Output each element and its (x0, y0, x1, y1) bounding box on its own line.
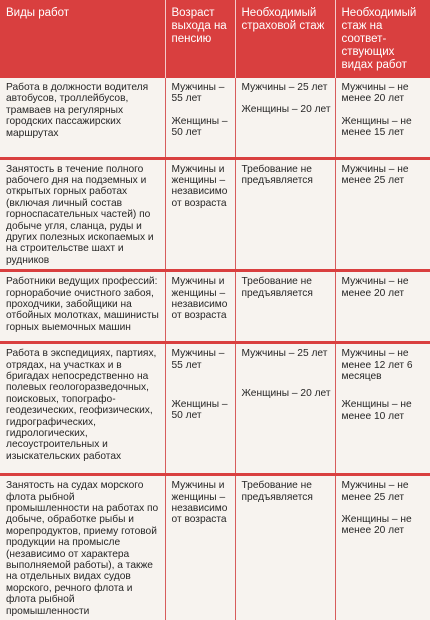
insurance-experience-cell (235, 158, 335, 271)
spacer (172, 371, 232, 399)
insurance-experience-cell (235, 78, 335, 158)
special-experience-cell (335, 343, 430, 475)
insurance-requirement-text: Требование не предъявляется (241, 276, 313, 299)
spacer (342, 382, 428, 399)
table-header (0, 0, 430, 78)
header-retirement-age: Возраст выхода на пенсию (165, 0, 235, 78)
header-insurance-experience: Необходимый страховой стаж (235, 0, 335, 78)
special-experience-cell (335, 475, 430, 620)
insurance-female-text: Женщины – 20 лет (241, 104, 331, 116)
table-row (0, 78, 430, 158)
age-female-text: Женщины – 50 лет (171, 398, 228, 422)
insurance-requirement-text: Требование не предъявляется (241, 163, 313, 186)
special-male-text: Мужчины – не менее 12 лет 6 месяцев (341, 348, 413, 382)
table-row (0, 475, 430, 620)
special-experience-cell (335, 158, 430, 271)
work-type-cell (0, 271, 165, 343)
age-both-text: Мужчины и женщины – независимо от возраста (171, 480, 228, 526)
insurance-experience-cell (235, 271, 335, 343)
table-row (0, 271, 430, 343)
spacer (342, 105, 428, 116)
special-male-text: Мужчины – не менее 25 лет (341, 480, 409, 503)
age-both-text: Мужчины и женщины – независимо от возраста (171, 276, 228, 322)
insurance-male-text: Мужчины – 25 лет (241, 348, 328, 360)
work-type-text: Работа в экспедициях, партиях, отрядах, на участках и в бригадах непосредственно на полевых геологоразведочных, поисковых, топографо-геодезических, геофизических, гидрографических, гидрологических, лесоустроительных и изыскательских работах (6, 348, 157, 462)
retirement-age-cell (165, 475, 235, 620)
insurance-experience-cell (235, 343, 335, 475)
age-male-text: Мужчины – 55 лет (171, 82, 225, 105)
retirement-age-cell (165, 271, 235, 343)
work-type-cell (0, 343, 165, 475)
insurance-male-text: Мужчины – 25 лет (241, 82, 328, 93)
work-type-text: Занятость в течение полного рабочего дня на подземных и открытых горных работах (включая личный состав горноспасательных частей) по добыче угля, сланца, руды и других полезных ископаемых и на строительстве шахт и рудников (6, 163, 154, 266)
special-experience-cell (335, 78, 430, 158)
table-row (0, 158, 430, 271)
special-male-text: Мужчины – не менее 25 лет (341, 163, 409, 186)
spacer (342, 503, 428, 514)
special-male-text: Мужчины – не менее 20 лет (341, 276, 409, 299)
retirement-age-cell (165, 343, 235, 475)
special-experience-cell (335, 271, 430, 343)
work-type-cell (0, 78, 165, 158)
special-female-text: Женщины – не менее 15 лет (341, 115, 412, 139)
age-male-text: Мужчины – 55 лет (171, 348, 225, 371)
header-work-types: Виды работ (0, 0, 165, 78)
insurance-experience-cell (235, 475, 335, 620)
age-female-text: Женщины – 50 лет (171, 115, 228, 139)
work-type-text: Занятость на судах морского флота рыбной промышленности на работах по добыче, обработке рыбы и морепродуктов, приему готовой продукции на промысле (независимо от характера выполняемой работы), а также на отдельных видах судов морского, речного флота и флота рыбной промышленности (6, 480, 159, 617)
spacer (242, 360, 332, 388)
spacer (172, 105, 232, 116)
retirement-age-cell (165, 78, 235, 158)
insurance-requirement-text: Требование не предъявляется (241, 480, 313, 503)
retirement-age-cell (165, 158, 235, 271)
table-body (0, 78, 430, 620)
table-row (0, 343, 430, 475)
spacer (242, 93, 332, 104)
special-female-text: Женщины – не менее 10 лет (341, 399, 412, 422)
special-female-text: Женщины – не менее 20 лет (341, 513, 412, 537)
work-type-text: Работники ведущих профессий: горнорабочие очистного забоя, проходчики, забойщики на отбойных молотках, машинисты горных выемочных машин (6, 276, 159, 333)
insurance-female-text: Женщины – 20 лет (241, 387, 331, 399)
special-male-text: Мужчины – не менее 20 лет (341, 82, 409, 105)
header-special-experience: Необходимый стаж на соответ-ствующих видах работ (335, 0, 430, 78)
age-both-text: Мужчины и женщины – независимо от возраста (171, 163, 228, 209)
work-type-cell (0, 158, 165, 271)
work-type-text: Работа в должности водителя автобусов, троллейбусов, трамваев на регулярных городских пассажирских маршрутах (6, 82, 149, 139)
table-header-row (0, 0, 430, 78)
work-type-cell (0, 475, 165, 620)
